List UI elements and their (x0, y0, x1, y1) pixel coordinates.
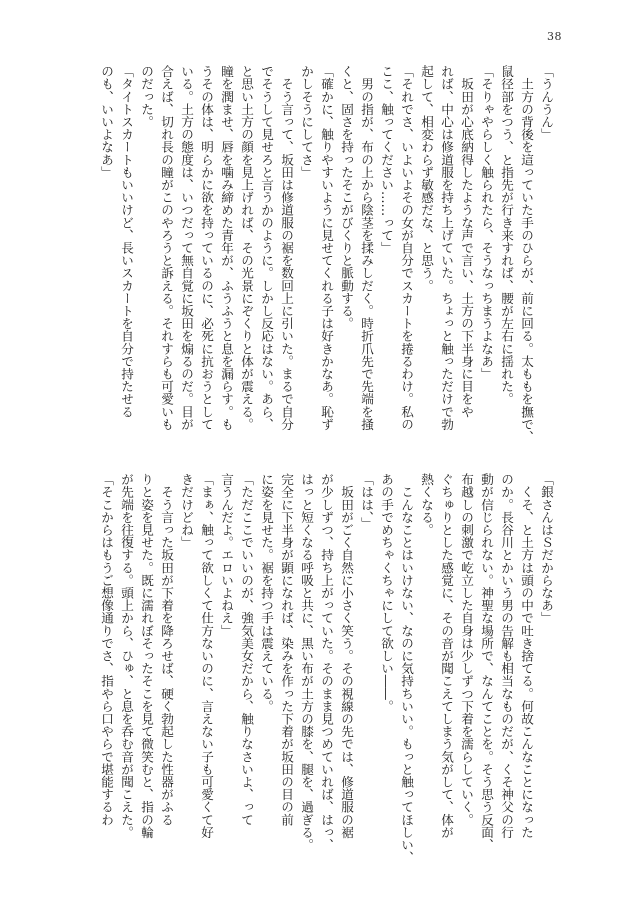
text-line: 完全に下半身が顕になれば、染みを作った下着が坂田の目の前 (279, 473, 294, 826)
text-line: そう言った坂田が下着を降ろせば、硬く勃起した性器がふる (159, 473, 174, 826)
page-number: 38 (547, 30, 562, 43)
text-line: 「そりゃやらしく触られたら、そうなっちまうよなあ」 (479, 65, 494, 380)
text-line: 坂田が心底納得したような声で言い、土方の下半身に目をや (459, 65, 474, 418)
text-line: はっと短くなる呼吸と共に、黒い布が土方の膝を、腿を、過ぎる。 (299, 473, 314, 851)
lower-text-block (96, 473, 556, 864)
text-line: に姿を見せた。裾を持つ手は震えている。 (259, 473, 274, 713)
upper-text-block (96, 65, 556, 445)
text-line: 合えば、切れ長の瞳がこのやろうと訴える。それすらも可愛いも (159, 65, 174, 431)
text-line: 「確かに、触りやすいように見せてくれる子は好きかなあ。恥ず (319, 65, 334, 431)
text-line: かしそうにしてさ」 (299, 65, 314, 179)
text-line: でそうして見せろと言うかのように。しかし反応はない。あら、 (259, 65, 274, 431)
text-line: のも、いいよなあ」 (99, 65, 114, 179)
text-line: 男の指が、布の上から陰茎を揉みしだく。時折爪先で先端を掻 (359, 65, 374, 431)
text-line: くそ、と土方は頭の中で吐き捨てる。何故こんなことになった (519, 473, 534, 839)
text-line: 起して、相変わらず敏感だな、と思う。 (419, 65, 434, 292)
text-line: れば、中心は修道服を持ち上げていた。ちょっと触っただけで勃 (439, 65, 454, 431)
text-line: くと、固さを持ったそこがびくりと脈動する。 (339, 65, 354, 330)
text-line: そう言って、坂田は修道服の裾を数回上に引いた。まるで自分 (279, 65, 294, 431)
text-line: ここ、触ってください……って」 (379, 65, 394, 254)
text-line: 布越しの刺激で屹立した自身は少しずつ下着を濡らしていく。 (459, 473, 474, 826)
text-line: 瞳を潤ませ、唇を噛み締めた青年が、ふうふうと息を漏らす。も (219, 65, 234, 431)
text-line: ぐちゅりとした感覚に、その音が聞こえてしまう気がして、体が (439, 473, 454, 839)
text-line: 動が信じられない。神聖な場所で、なんてことを。そう思う反面、 (479, 473, 494, 851)
text-line: 「そこからはもうご想像通りでさ、指やら口やらで堪能するわ (99, 473, 114, 826)
text-line: が少しずつ、持ち上がっていた。そのまま見つめていれば、はっ、 (319, 473, 334, 851)
text-line: 「はは、」 (359, 473, 374, 530)
text-line: いる。土方の態度は、いつだって無自覚に坂田を煽るのだ。目が (179, 65, 194, 431)
text-line: 「それでさ、いよいよその女が自分でスカートを捲るわけ。私の (399, 65, 414, 431)
text-line: りと姿を見せた。既に濡れぼそったそこを見て微笑むと、指の輪 (139, 473, 154, 839)
text-line: 土方の背後を這っていた手のひらが、前に回る。太ももを撫で、 (519, 65, 534, 443)
text-line: のだった。 (139, 65, 154, 128)
text-line: が先端を往復する。頭上から、ひゅ、と息を呑む音が聞こえた。 (119, 473, 134, 839)
text-line: うその体は、明らかに欲を持っているのに、必死に抗おうとして (199, 65, 214, 431)
text-line: 熱くなる。 (419, 473, 434, 536)
text-line: きだけどね」 (179, 473, 194, 549)
text-line: と思い土方の顔を見上げれば、その光景にぞくりと体が震える。 (239, 65, 254, 431)
text-line: 坂田がごく自然に小さく笑う。その視線の先では、修道服の裾 (339, 473, 354, 839)
text-line: 「ただここでいいのが、強気美女だから、触りなさいよ、って (239, 473, 254, 826)
text-line: 言うんだよ。エロいよねえ」 (219, 473, 234, 637)
text-line: 鼠径部をつう、と指先が行き来すれば、腰が左右に揺れた。 (499, 65, 514, 406)
text-line: 「うんうん」 (539, 65, 554, 141)
text-line: 「まぁ、触って欲しくて仕方ないのに、言えない子も可愛くて好 (199, 473, 214, 839)
text-line: 「タイトスカートもいいけど、長いスカートを自分で持たせる (119, 65, 134, 418)
text-line: 「銀さんはＳだからなあ」 (539, 473, 554, 625)
text-line: こんなことはいけない、なのに気持ちいい。もっと触ってほしい、 (399, 473, 414, 864)
text-line: あの手でめちゃくちゃにして欲しい――。 (379, 473, 394, 713)
text-line: のか。長谷川とかいう男の告解も相当なものだが、くそ神父の行 (499, 473, 514, 839)
